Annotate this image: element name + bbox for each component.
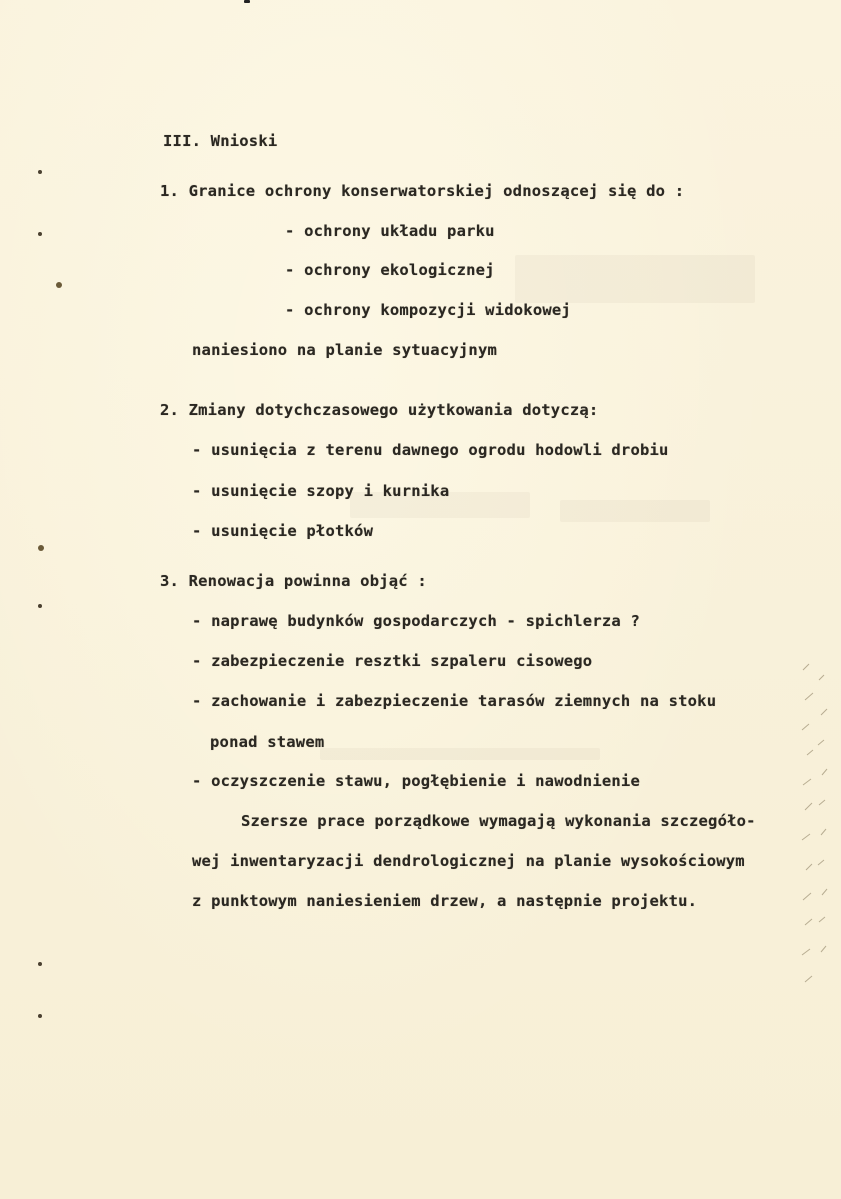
section-2-item: - usunięcie płotków	[192, 522, 374, 540]
section-3-item: - oczyszczenie stawu, pogłębienie i nawodnienie	[192, 772, 640, 790]
section-3-intro: 3. Renowacja powinna objąć :	[160, 572, 427, 590]
margin-speck	[38, 962, 42, 966]
closing-paragraph-line: z punktowym naniesieniem drzew, a następnie projektu.	[192, 892, 698, 910]
margin-speck	[38, 1014, 42, 1018]
section-1-item: - ochrony kompozycji widokowej	[285, 301, 571, 319]
paper-edge-marks	[799, 660, 833, 1000]
top-edge-mark	[244, 0, 250, 3]
section-3-item-continuation: ponad stawem	[210, 733, 325, 751]
margin-speck	[38, 232, 42, 236]
show-through-mark	[320, 748, 600, 760]
section-1-conclusion: naniesiono na planie sytuacyjnym	[192, 341, 498, 359]
margin-speck	[38, 170, 42, 174]
show-through-mark	[515, 255, 755, 303]
section-3-item: - zabezpieczenie resztki szpaleru cisowego	[192, 652, 593, 670]
section-heading: III. Wnioski	[163, 132, 278, 150]
show-through-mark	[560, 500, 710, 522]
section-2-item: - usunięcia z terenu dawnego ogrodu hodowli drobiu	[192, 441, 669, 459]
margin-speck	[56, 282, 62, 288]
section-1-intro: 1. Granice ochrony konserwatorskiej odnoszącej się do :	[160, 182, 685, 200]
section-1-item: - ochrony układu parku	[285, 222, 495, 240]
margin-speck	[38, 545, 44, 551]
closing-paragraph-line: Szersze prace porządkowe wymagają wykonania szczegóło-	[241, 812, 756, 830]
closing-paragraph-line: wej inwentaryzacji dendrologicznej na planie wysokościowym	[192, 852, 745, 870]
section-3-item: - naprawę budynków gospodarczych - spichlerza ?	[192, 612, 640, 630]
section-2-item: - usunięcie szopy i kurnika	[192, 482, 450, 500]
section-1-item: - ochrony ekologicznej	[285, 261, 495, 279]
margin-speck	[38, 604, 42, 608]
section-3-item: - zachowanie i zabezpieczenie tarasów ziemnych na stoku	[192, 692, 717, 710]
section-2-intro: 2. Zmiany dotychczasowego użytkowania dotyczą:	[160, 401, 599, 419]
